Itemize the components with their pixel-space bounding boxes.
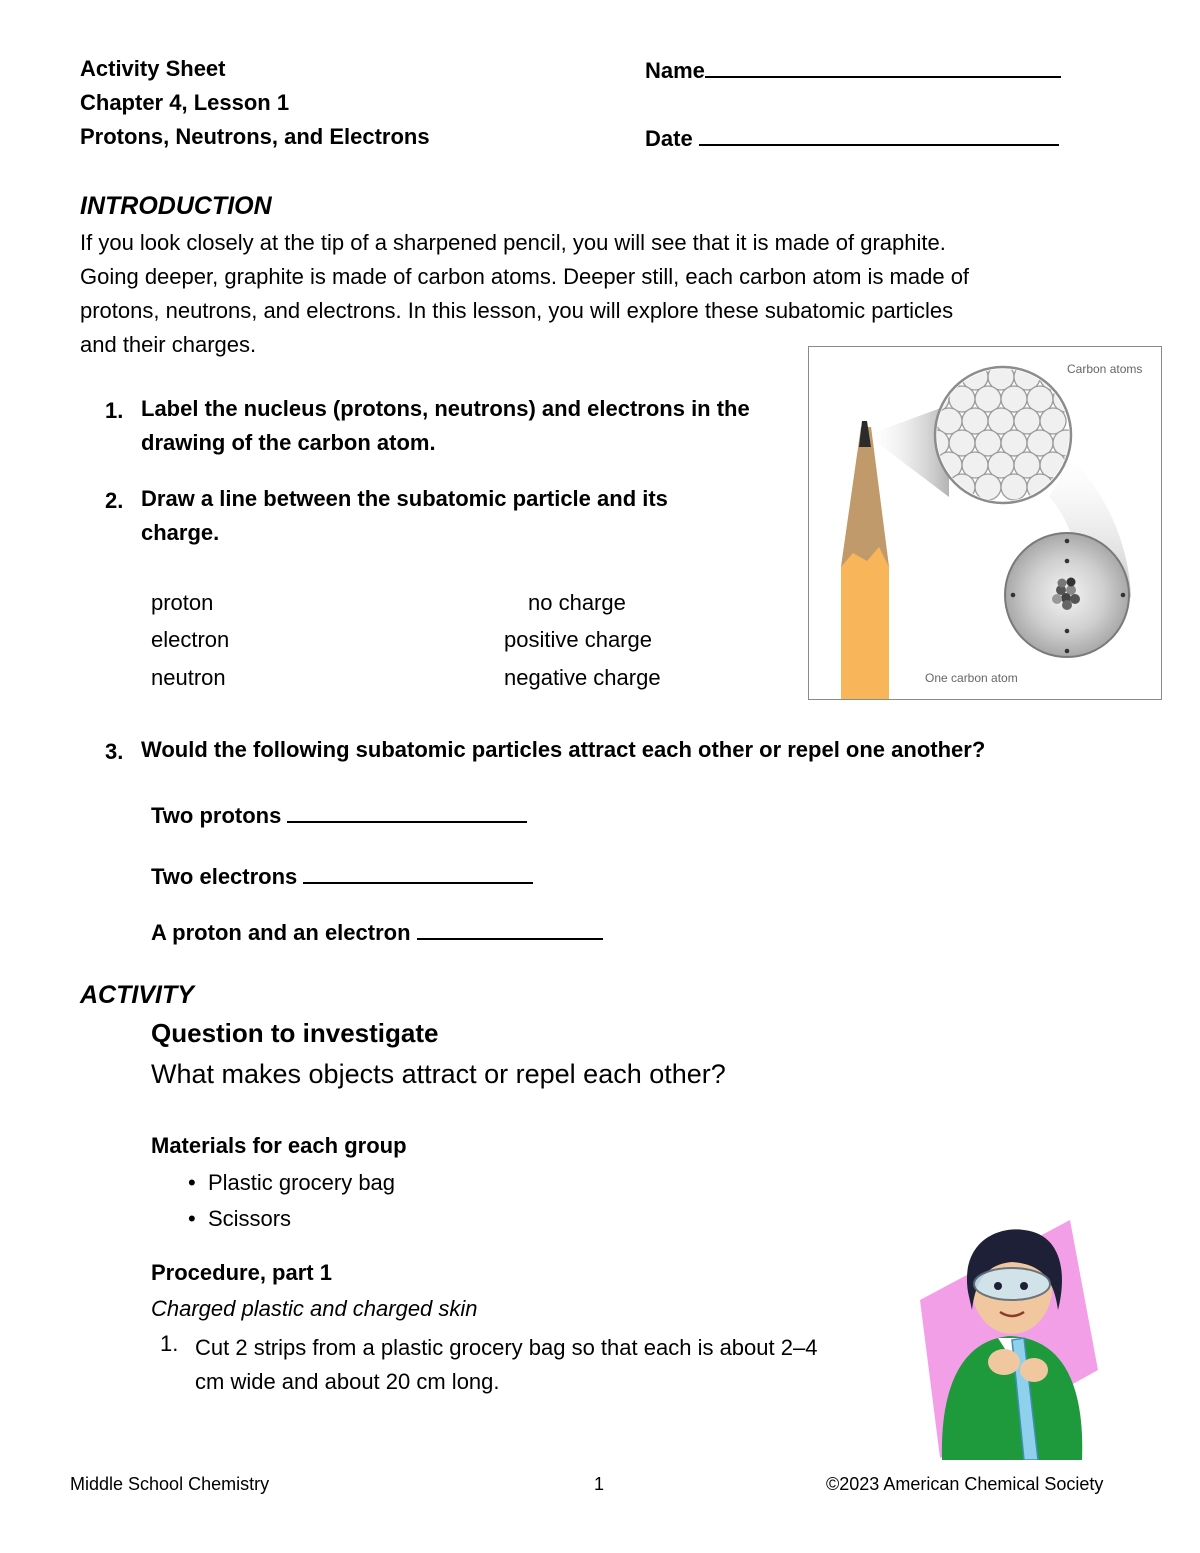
particle-neutron[interactable]: neutron (151, 665, 226, 690)
date-label: Date (645, 126, 693, 151)
name-label: Name (645, 58, 705, 83)
one-carbon-atom-label: One carbon atom (925, 671, 1018, 685)
materials-heading: Materials for each group (151, 1133, 407, 1158)
q3-proton-electron-blank[interactable] (417, 918, 603, 940)
student-scientist-illustration (920, 1220, 1110, 1460)
question-2-line: charge. (141, 520, 220, 545)
carbon-atoms-label: Carbon atoms (1067, 362, 1143, 376)
footer-course: Middle School Chemistry (70, 1474, 270, 1494)
q3-two-protons-label: Two protons (151, 803, 282, 828)
q3-two-protons-blank[interactable] (287, 801, 527, 823)
name-field[interactable] (645, 56, 1061, 84)
left-hand (988, 1349, 1020, 1375)
material-item (188, 1206, 291, 1232)
q3-two-protons[interactable] (151, 801, 527, 829)
footer-page-number: 1 (594, 1474, 605, 1494)
step-1-number: 1. (160, 1331, 179, 1356)
material-plastic-bag: Plastic grocery bag (207, 1170, 396, 1195)
introduction-paragraph (80, 226, 1120, 362)
question-2-text (141, 482, 668, 550)
q3-two-electrons-label: Two electrons (151, 864, 298, 889)
charge-positive[interactable]: positive charge (504, 627, 652, 652)
bullet-icon: • (188, 1206, 196, 1231)
carbon-atom-figure (808, 346, 1162, 700)
question-1-number: 1. (105, 398, 124, 423)
name-blank[interactable] (705, 56, 1061, 78)
step-1-line: Cut 2 strips from a plastic grocery bag so that each is about 2–4 (195, 1335, 818, 1360)
question-3-number: 3. (105, 739, 124, 764)
q3-proton-electron-label: A proton and an electron (151, 920, 411, 945)
introduction-heading: INTRODUCTION (80, 192, 272, 220)
q3-proton-electron[interactable] (151, 918, 603, 946)
question-1-text (141, 392, 750, 460)
question-2-line: Draw a line between the subatomic particle and its (141, 486, 668, 511)
lesson-topic: Protons, Neutrons, and Electrons (80, 124, 430, 149)
right-eye (1020, 1282, 1028, 1290)
student-with-plastic-strip (920, 1220, 1110, 1460)
pencil-atom-illustration (809, 347, 1161, 699)
procedure-subtitle: Charged plastic and charged skin (151, 1296, 478, 1321)
q3-two-electrons[interactable] (151, 862, 533, 890)
date-blank[interactable] (699, 124, 1059, 146)
intro-line: If you look closely at the tip of a sharpened pencil, you will see that it is made of graphite. (80, 230, 946, 255)
material-scissors: Scissors (207, 1206, 292, 1231)
material-item (188, 1170, 395, 1196)
left-eye (994, 1282, 1002, 1290)
procedure-heading: Procedure, part 1 (151, 1260, 332, 1285)
charge-negative[interactable]: negative charge (504, 665, 661, 690)
q3-two-electrons-blank[interactable] (303, 862, 533, 884)
intro-line: protons, neutrons, and electrons. In this lesson, you will explore these subatomic particles (80, 298, 954, 323)
question-1-line: Label the nucleus (protons, neutrons) and electrons in the (141, 396, 750, 421)
footer-copyright: ©2023 American Chemical Society (826, 1474, 1104, 1494)
question-1-line: drawing of the carbon atom. (141, 430, 436, 455)
particle-electron[interactable]: electron (151, 627, 230, 652)
right-hand (1020, 1358, 1048, 1382)
intro-line: and their charges. (80, 332, 257, 357)
bullet-icon: • (188, 1170, 196, 1195)
step-1-text (195, 1331, 817, 1399)
safety-goggles (974, 1268, 1050, 1300)
question-2-number: 2. (105, 488, 124, 513)
pencil-wood-tip (841, 427, 889, 567)
particle-proton[interactable]: proton (151, 590, 214, 615)
date-field[interactable] (645, 124, 1059, 152)
activity-heading: ACTIVITY (80, 981, 194, 1009)
step-1-line: cm wide and about 20 cm long. (195, 1369, 500, 1394)
question-to-investigate-heading: Question to investigate (151, 1018, 439, 1048)
investigation-question: What makes objects attract or repel each other? (151, 1059, 726, 1089)
intro-line: Going deeper, graphite is made of carbon atoms. Deeper still, each carbon atom is made of (80, 264, 970, 289)
sheet-title: Activity Sheet (80, 56, 226, 81)
question-3-text: Would the following subatomic particles attract each other or repel one another? (141, 737, 986, 762)
chapter-lesson: Chapter 4, Lesson 1 (80, 90, 290, 115)
charge-none[interactable]: no charge (528, 590, 626, 615)
